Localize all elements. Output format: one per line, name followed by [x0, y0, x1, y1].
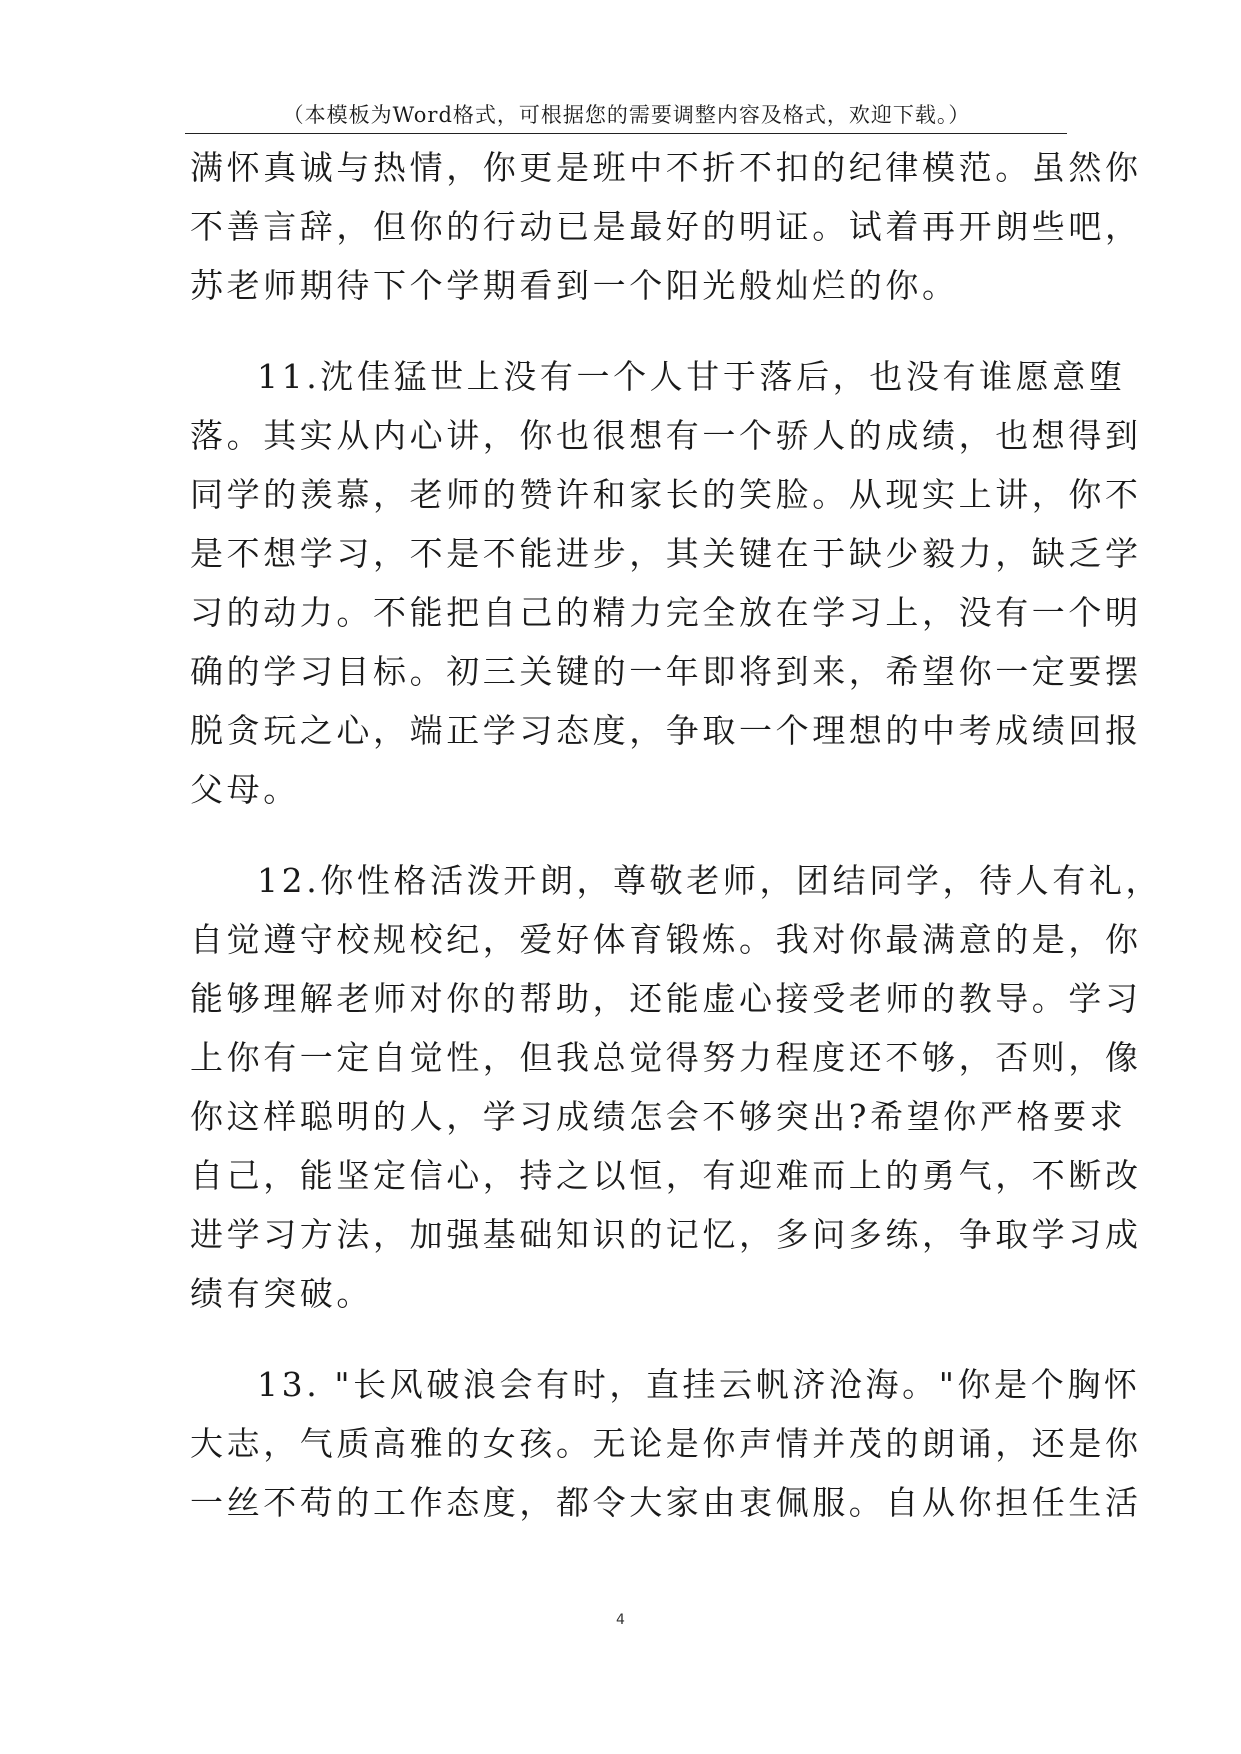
text-line: 满怀真诚与热情，你更是班中不折不扣的纪律模范。虽然你: [190, 148, 1142, 187]
text-line: 同学的羡慕，老师的赞许和家长的笑脸。从现实上讲，你不: [190, 475, 1142, 514]
text-line: 能够理解老师对你的帮助，还能虚心接受老师的教导。学习: [190, 979, 1142, 1018]
text-line: 13. "长风破浪会有时，直挂云帆济沧海。"你是个胸怀: [257, 1365, 1141, 1404]
text-line: 父母。: [190, 770, 300, 809]
document-header-note: （本模板为Word格式，可根据您的需要调整内容及格式，欢迎下载。）: [282, 103, 971, 127]
text-line: 是不想学习，不是不能进步，其关键在于缺少毅力，缺乏学: [190, 534, 1142, 573]
header-divider: [185, 133, 1067, 134]
text-line: 自己，能坚定信心，持之以恒，有迎难而上的勇气，不断改: [190, 1156, 1142, 1195]
text-line: 11.沈佳猛世上没有一个人甘于落后，也没有谁愿意堕: [257, 357, 1126, 396]
text-line: 12.你性格活泼开朗，尊敬老师，团结同学，待人有礼，: [257, 861, 1163, 900]
text-line: 自觉遵守校规校纪，爱好体育锻炼。我对你最满意的是，你: [190, 920, 1142, 959]
text-line: 绩有突破。: [190, 1274, 373, 1313]
text-line: 你这样聪明的人，学习成绩怎会不够突出?希望你严格要求: [190, 1097, 1127, 1136]
text-line: 落。其实从内心讲，你也很想有一个骄人的成绩，也想得到: [190, 416, 1142, 455]
text-line: 不善言辞，但你的行动已是最好的明证。试着再开朗些吧，: [190, 207, 1142, 246]
text-line: 上你有一定自觉性，但我总觉得努力程度还不够，否则，像: [190, 1038, 1142, 1077]
text-line: 大志，气质高雅的女孩。无论是你声情并茂的朗诵，还是你: [190, 1424, 1142, 1463]
text-line: 脱贪玩之心，端正学习态度，争取一个理想的中考成绩回报: [190, 711, 1142, 750]
text-line: 苏老师期待下个学期看到一个阳光般灿烂的你。: [190, 266, 959, 305]
text-line: 一丝不苟的工作态度，都令大家由衷佩服。自从你担任生活: [190, 1483, 1142, 1522]
text-line: 确的学习目标。初三关键的一年即将到来，希望你一定要摆: [190, 652, 1142, 691]
text-line: 进学习方法，加强基础知识的记忆，多问多练，争取学习成: [190, 1215, 1142, 1254]
page-number: 4: [616, 1612, 625, 1628]
text-line: 习的动力。不能把自己的精力完全放在学习上，没有一个明: [190, 593, 1142, 632]
